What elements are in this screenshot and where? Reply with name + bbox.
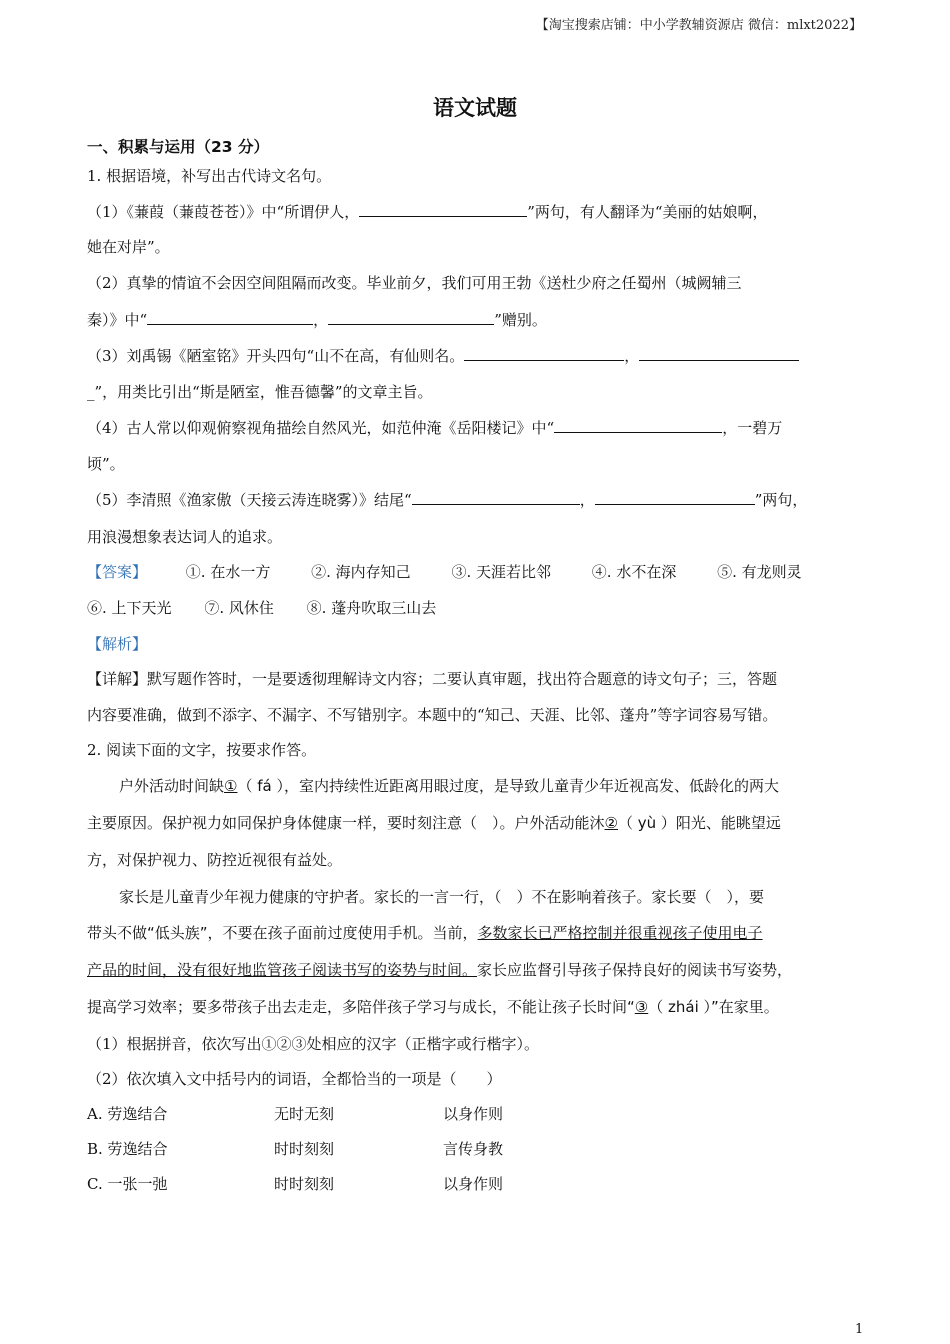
option-a-word2: 无时无刻 — [274, 1105, 335, 1123]
option-a-word3: 以身作则 — [443, 1105, 504, 1123]
option-b[interactable]: B. 劳逸结合 — [87, 1140, 168, 1158]
answer-item: ⑥. 上下天光 — [87, 599, 172, 617]
passage-line3: 方，对保护视力、防控近视很有益处。 — [87, 851, 343, 869]
answer-item: ③. 天涯若比邻 — [451, 563, 551, 581]
answer-row-2 — [87, 597, 436, 619]
q1-part1-line1: （1）《蒹葭（蒹葭苍苍）》中“所谓伊人， ”两句，有人翻译为“美丽的姑娘啊， — [87, 200, 768, 223]
answer-blank[interactable] — [359, 200, 527, 217]
marker-2: ② — [604, 814, 618, 832]
answer-blank[interactable] — [639, 344, 799, 361]
q1-part2-line1: （2）真挚的情谊不会因空间阻隔而改变。毕业前夕，我们可用王勃《送杜少府之任蜀州（城阙辅三 — [87, 274, 742, 292]
option-c-word2: 时时刻刻 — [274, 1175, 335, 1193]
detail-line1: 【详解】默写题作答时，一是要透彻理解诗文内容；二要认真审题，找出符合题意的诗文句子；三，答题 — [87, 670, 778, 688]
underlined-sentence: 产品的时间，没有很好地监管孩子阅读书写的姿势与时间。 — [87, 961, 478, 979]
passage-line4: 家长是儿童青少年视力健康的守护者。家长的一言一行，（ ）不在影响着孩子。家长要（ ），要 — [119, 888, 765, 906]
answer-item: ④. 水不在深 — [591, 563, 677, 581]
q2-sub2: （2）依次填入文中括号内的词语，全都恰当的一项是（ ） — [87, 1070, 502, 1088]
answer-label: 【答案】 — [87, 563, 148, 581]
q1-part5-line1: （5）李清照《渔家傲（天接云涛连晓雾）》结尾“ ， ”两句， — [87, 488, 807, 511]
answer-blank[interactable] — [328, 308, 494, 325]
marker-3: ③ — [634, 998, 649, 1016]
q1-part3-line2: _”，用类比引出“斯是陋室，惟吾德馨”的文章主旨。 — [87, 383, 433, 401]
analysis-label: 【解析】 — [87, 635, 148, 653]
option-b-word3: 言传身教 — [443, 1140, 504, 1158]
underlined-sentence: 多数家长已严格控制并很重视孩子使用电子 — [477, 924, 763, 942]
q1-stem: 1. 根据语境，补写出古代诗文名句。 — [87, 167, 332, 185]
q1-part2-line2: 秦）》中“ ， ”赠别。 — [87, 308, 547, 331]
answer-item: ⑦. 风休住 — [204, 599, 274, 617]
answer-blank[interactable] — [554, 416, 722, 433]
passage-line7: 提高学习效率；要多带孩子出去走走，多陪伴孩子学习与成长，不能让孩子长时间“③（ zhái ）”在家里。 — [87, 998, 779, 1016]
option-b-word2: 时时刻刻 — [274, 1140, 335, 1158]
answer-blank[interactable] — [147, 308, 313, 325]
answer-item: ⑧. 蓬舟吹取三山去 — [306, 599, 437, 617]
answer-blank[interactable] — [595, 488, 755, 505]
passage-line6: 产品的时间，没有很好地监管孩子阅读书写的姿势与时间。家长应监督引导孩子保持良好的阅读书写姿势， — [87, 961, 793, 979]
answer-row-1 — [87, 561, 802, 583]
q1-part1-line2: 她在对岸”。 — [87, 238, 170, 256]
q1-part4-line1: （4）古人常以仰观俯察视角描绘自然风光，如范仲淹《岳阳楼记》中“ ，一碧万 — [87, 416, 782, 439]
section-heading: 一、积累与运用（23 分） — [87, 138, 269, 156]
passage-line1: 户外活动时间缺①（ fá ），室内持续性近距离用眼过度，是导致儿童青少年近视高发、低龄化的两大 — [119, 777, 779, 795]
q2-stem: 2. 阅读下面的文字，按要求作答。 — [87, 741, 317, 759]
q1-part4-line2: 顷”。 — [87, 455, 125, 473]
answer-item: ②. 海内存知己 — [311, 563, 411, 581]
option-c[interactable]: C. 一张一弛 — [87, 1175, 168, 1193]
passage-line5: 带头不做“低头族”，不要在孩子面前过度使用手机。当前，多数家长已严格控制并很重视孩子使用电子 — [87, 924, 763, 942]
option-c-word3: 以身作则 — [443, 1175, 504, 1193]
detail-line2: 内容要准确，做到不添字、不漏字、不写错别字。本题中的“知己、天涯、比邻、蓬舟”等字词容易写错。 — [87, 706, 778, 724]
option-a[interactable]: A. 劳逸结合 — [87, 1105, 168, 1123]
answer-blank[interactable] — [464, 344, 624, 361]
q1-part5-line2: 用浪漫想象表达词人的追求。 — [87, 528, 283, 546]
page-number: 1 — [855, 1322, 864, 1337]
page-title: 语文试题 — [433, 96, 517, 120]
q2-sub1: （1）根据拼音，依次写出①②③处相应的汉字（正楷字或行楷字）。 — [87, 1035, 540, 1053]
passage-line2: 主要原因。保护视力如同保护身体健康一样，要时刻注意（ ）。户外活动能沐②（ yù ）阳光、能眺望远 — [87, 814, 781, 832]
answer-blank[interactable] — [412, 488, 580, 505]
marker-1: ① — [224, 777, 238, 795]
q1-part3-line1: （3）刘禹锡《陋室铭》开头四句“山不在高，有仙则名。 ， — [87, 344, 799, 367]
header-note: 【淘宝搜索店铺：中小学教辅资源店 微信：mlxt2022】 — [535, 18, 862, 33]
answer-item: ①. 在水一方 — [185, 563, 271, 581]
answer-item: ⑤. 有龙则灵 — [717, 563, 802, 581]
